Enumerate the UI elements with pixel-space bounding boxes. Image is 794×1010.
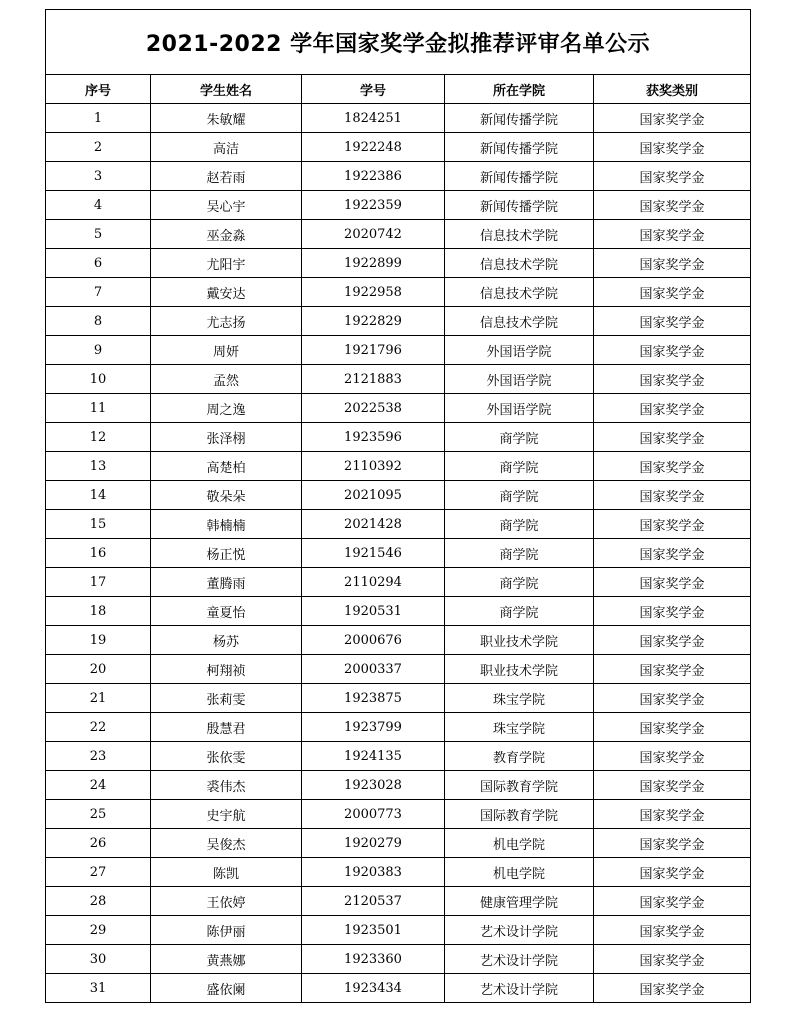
cell-student-id: 1920531 — [302, 597, 445, 626]
cell-award-type: 国家奖学金 — [594, 887, 751, 916]
cell-index: 10 — [46, 365, 151, 394]
cell-award-type: 国家奖学金 — [594, 249, 751, 278]
cell-college: 新闻传播学院 — [445, 162, 594, 191]
cell-student-id: 2020742 — [302, 220, 445, 249]
table-row — [46, 539, 751, 568]
cell-student-id: 1920279 — [302, 829, 445, 858]
cell-award-type: 国家奖学金 — [594, 539, 751, 568]
cell-student-id: 2000773 — [302, 800, 445, 829]
table-row — [46, 655, 751, 684]
cell-student-id: 1922958 — [302, 278, 445, 307]
cell-college: 职业技术学院 — [445, 655, 594, 684]
cell-student-name: 黄燕娜 — [151, 945, 302, 974]
cell-student-name: 尤志扬 — [151, 307, 302, 336]
cell-college: 信息技术学院 — [445, 278, 594, 307]
scholarship-table — [45, 9, 751, 1003]
table-row — [46, 191, 751, 220]
cell-index: 23 — [46, 742, 151, 771]
cell-award-type: 国家奖学金 — [594, 974, 751, 1003]
cell-index: 30 — [46, 945, 151, 974]
table-row — [46, 452, 751, 481]
cell-college: 珠宝学院 — [445, 713, 594, 742]
cell-award-type: 国家奖学金 — [594, 597, 751, 626]
cell-award-type: 国家奖学金 — [594, 568, 751, 597]
cell-index: 21 — [46, 684, 151, 713]
cell-index: 11 — [46, 394, 151, 423]
column-header-index: 序号 — [46, 75, 151, 104]
table-row — [46, 133, 751, 162]
cell-index: 18 — [46, 597, 151, 626]
cell-college: 外国语学院 — [445, 365, 594, 394]
cell-student-id: 1824251 — [302, 104, 445, 133]
cell-student-id: 2110294 — [302, 568, 445, 597]
cell-index: 2 — [46, 133, 151, 162]
table-row — [46, 278, 751, 307]
table-row — [46, 307, 751, 336]
cell-student-name: 尤阳宇 — [151, 249, 302, 278]
cell-student-id: 2022538 — [302, 394, 445, 423]
cell-college: 机电学院 — [445, 829, 594, 858]
cell-college: 职业技术学院 — [445, 626, 594, 655]
table-row — [46, 945, 751, 974]
cell-student-id: 2000676 — [302, 626, 445, 655]
cell-index: 17 — [46, 568, 151, 597]
cell-award-type: 国家奖学金 — [594, 423, 751, 452]
cell-index: 31 — [46, 974, 151, 1003]
cell-college: 商学院 — [445, 510, 594, 539]
cell-student-id: 2021428 — [302, 510, 445, 539]
cell-student-name: 王依婷 — [151, 887, 302, 916]
cell-award-type: 国家奖学金 — [594, 829, 751, 858]
cell-college: 新闻传播学院 — [445, 133, 594, 162]
cell-index: 27 — [46, 858, 151, 887]
cell-award-type: 国家奖学金 — [594, 336, 751, 365]
cell-student-name: 敬朵朵 — [151, 481, 302, 510]
cell-award-type: 国家奖学金 — [594, 162, 751, 191]
cell-award-type: 国家奖学金 — [594, 945, 751, 974]
cell-student-id: 1922359 — [302, 191, 445, 220]
cell-student-id: 1923596 — [302, 423, 445, 452]
table-row — [46, 510, 751, 539]
cell-student-name: 裘伟杰 — [151, 771, 302, 800]
cell-student-id: 1922899 — [302, 249, 445, 278]
table-body — [46, 104, 751, 1003]
cell-student-name: 韩楠楠 — [151, 510, 302, 539]
cell-student-name: 张泽栩 — [151, 423, 302, 452]
table-row — [46, 162, 751, 191]
cell-college: 外国语学院 — [445, 336, 594, 365]
cell-college: 艺术设计学院 — [445, 916, 594, 945]
cell-student-name: 孟然 — [151, 365, 302, 394]
cell-student-name: 张莉雯 — [151, 684, 302, 713]
cell-index: 16 — [46, 539, 151, 568]
cell-college: 商学院 — [445, 452, 594, 481]
cell-index: 14 — [46, 481, 151, 510]
cell-award-type: 国家奖学金 — [594, 916, 751, 945]
cell-student-id: 1921546 — [302, 539, 445, 568]
cell-award-type: 国家奖学金 — [594, 771, 751, 800]
column-header-name: 学生姓名 — [151, 75, 302, 104]
cell-student-name: 高楚柏 — [151, 452, 302, 481]
cell-student-name: 杨正悦 — [151, 539, 302, 568]
cell-index: 25 — [46, 800, 151, 829]
cell-student-name: 柯翔祯 — [151, 655, 302, 684]
cell-student-name: 吴俊杰 — [151, 829, 302, 858]
cell-college: 国际教育学院 — [445, 800, 594, 829]
cell-index: 22 — [46, 713, 151, 742]
cell-student-id: 1922386 — [302, 162, 445, 191]
cell-award-type: 国家奖学金 — [594, 365, 751, 394]
cell-college: 信息技术学院 — [445, 220, 594, 249]
cell-student-id: 1923799 — [302, 713, 445, 742]
cell-student-id: 1923501 — [302, 916, 445, 945]
column-header-student-id: 学号 — [302, 75, 445, 104]
cell-award-type: 国家奖学金 — [594, 278, 751, 307]
table-row — [46, 771, 751, 800]
cell-college: 商学院 — [445, 539, 594, 568]
cell-student-id: 1922248 — [302, 133, 445, 162]
cell-college: 机电学院 — [445, 858, 594, 887]
cell-index: 9 — [46, 336, 151, 365]
cell-student-name: 史宇航 — [151, 800, 302, 829]
table-row — [46, 249, 751, 278]
cell-student-id: 1923434 — [302, 974, 445, 1003]
cell-award-type: 国家奖学金 — [594, 858, 751, 887]
cell-college: 商学院 — [445, 568, 594, 597]
cell-student-id: 1923875 — [302, 684, 445, 713]
cell-index: 3 — [46, 162, 151, 191]
cell-college: 新闻传播学院 — [445, 191, 594, 220]
cell-student-id: 2000337 — [302, 655, 445, 684]
table-row — [46, 104, 751, 133]
cell-student-name: 陈伊丽 — [151, 916, 302, 945]
table-row — [46, 220, 751, 249]
cell-student-id: 1920383 — [302, 858, 445, 887]
cell-index: 24 — [46, 771, 151, 800]
document-title: 2021-2022 学年国家奖学金拟推荐评审名单公示 — [46, 10, 751, 75]
table-row — [46, 916, 751, 945]
table-header-row — [46, 75, 751, 104]
cell-college: 商学院 — [445, 597, 594, 626]
cell-student-name: 盛依阑 — [151, 974, 302, 1003]
cell-award-type: 国家奖学金 — [594, 481, 751, 510]
cell-award-type: 国家奖学金 — [594, 626, 751, 655]
cell-student-name: 童夏怡 — [151, 597, 302, 626]
cell-award-type: 国家奖学金 — [594, 394, 751, 423]
table-row — [46, 800, 751, 829]
cell-award-type: 国家奖学金 — [594, 133, 751, 162]
cell-award-type: 国家奖学金 — [594, 800, 751, 829]
cell-index: 12 — [46, 423, 151, 452]
table-row — [46, 858, 751, 887]
cell-index: 8 — [46, 307, 151, 336]
cell-student-id: 1922829 — [302, 307, 445, 336]
cell-student-id: 1923028 — [302, 771, 445, 800]
cell-index: 26 — [46, 829, 151, 858]
table-row — [46, 423, 751, 452]
cell-student-name: 陈凯 — [151, 858, 302, 887]
cell-student-id: 1921796 — [302, 336, 445, 365]
table-row — [46, 887, 751, 916]
cell-student-name: 吴心宇 — [151, 191, 302, 220]
cell-award-type: 国家奖学金 — [594, 742, 751, 771]
table-row — [46, 394, 751, 423]
table-row — [46, 336, 751, 365]
cell-award-type: 国家奖学金 — [594, 307, 751, 336]
cell-student-id: 2121883 — [302, 365, 445, 394]
cell-index: 13 — [46, 452, 151, 481]
cell-index: 20 — [46, 655, 151, 684]
cell-student-name: 殷慧君 — [151, 713, 302, 742]
table-row — [46, 713, 751, 742]
table-row — [46, 974, 751, 1003]
cell-student-name: 张依雯 — [151, 742, 302, 771]
cell-award-type: 国家奖学金 — [594, 713, 751, 742]
cell-student-id: 1924135 — [302, 742, 445, 771]
cell-index: 19 — [46, 626, 151, 655]
cell-index: 6 — [46, 249, 151, 278]
table-row — [46, 626, 751, 655]
cell-college: 信息技术学院 — [445, 307, 594, 336]
cell-award-type: 国家奖学金 — [594, 655, 751, 684]
cell-index: 28 — [46, 887, 151, 916]
cell-college: 商学院 — [445, 423, 594, 452]
cell-student-name: 赵若雨 — [151, 162, 302, 191]
cell-college: 艺术设计学院 — [445, 974, 594, 1003]
cell-index: 5 — [46, 220, 151, 249]
cell-award-type: 国家奖学金 — [594, 220, 751, 249]
cell-index: 15 — [46, 510, 151, 539]
cell-college: 健康管理学院 — [445, 887, 594, 916]
cell-student-name: 杨苏 — [151, 626, 302, 655]
table-row — [46, 568, 751, 597]
cell-index: 29 — [46, 916, 151, 945]
cell-college: 信息技术学院 — [445, 249, 594, 278]
cell-award-type: 国家奖学金 — [594, 684, 751, 713]
cell-award-type: 国家奖学金 — [594, 191, 751, 220]
table-row — [46, 829, 751, 858]
table-row — [46, 597, 751, 626]
cell-college: 外国语学院 — [445, 394, 594, 423]
cell-college: 艺术设计学院 — [445, 945, 594, 974]
cell-student-name: 高洁 — [151, 133, 302, 162]
cell-college: 国际教育学院 — [445, 771, 594, 800]
cell-student-name: 董腾雨 — [151, 568, 302, 597]
cell-college: 教育学院 — [445, 742, 594, 771]
table-row — [46, 742, 751, 771]
cell-index: 1 — [46, 104, 151, 133]
cell-index: 4 — [46, 191, 151, 220]
table-row — [46, 684, 751, 713]
cell-student-name: 周之逸 — [151, 394, 302, 423]
cell-student-name: 戴安达 — [151, 278, 302, 307]
column-header-college: 所在学院 — [445, 75, 594, 104]
cell-award-type: 国家奖学金 — [594, 104, 751, 133]
cell-student-id: 2021095 — [302, 481, 445, 510]
cell-student-name: 周妍 — [151, 336, 302, 365]
cell-student-name: 巫金淼 — [151, 220, 302, 249]
cell-college: 商学院 — [445, 481, 594, 510]
cell-award-type: 国家奖学金 — [594, 510, 751, 539]
table-row — [46, 365, 751, 394]
cell-college: 新闻传播学院 — [445, 104, 594, 133]
column-header-award-type: 获奖类别 — [594, 75, 751, 104]
cell-student-id: 2110392 — [302, 452, 445, 481]
table-row — [46, 481, 751, 510]
cell-index: 7 — [46, 278, 151, 307]
cell-college: 珠宝学院 — [445, 684, 594, 713]
cell-student-id: 1923360 — [302, 945, 445, 974]
cell-award-type: 国家奖学金 — [594, 452, 751, 481]
cell-student-id: 2120537 — [302, 887, 445, 916]
cell-student-name: 朱敏耀 — [151, 104, 302, 133]
title-row — [46, 10, 751, 75]
